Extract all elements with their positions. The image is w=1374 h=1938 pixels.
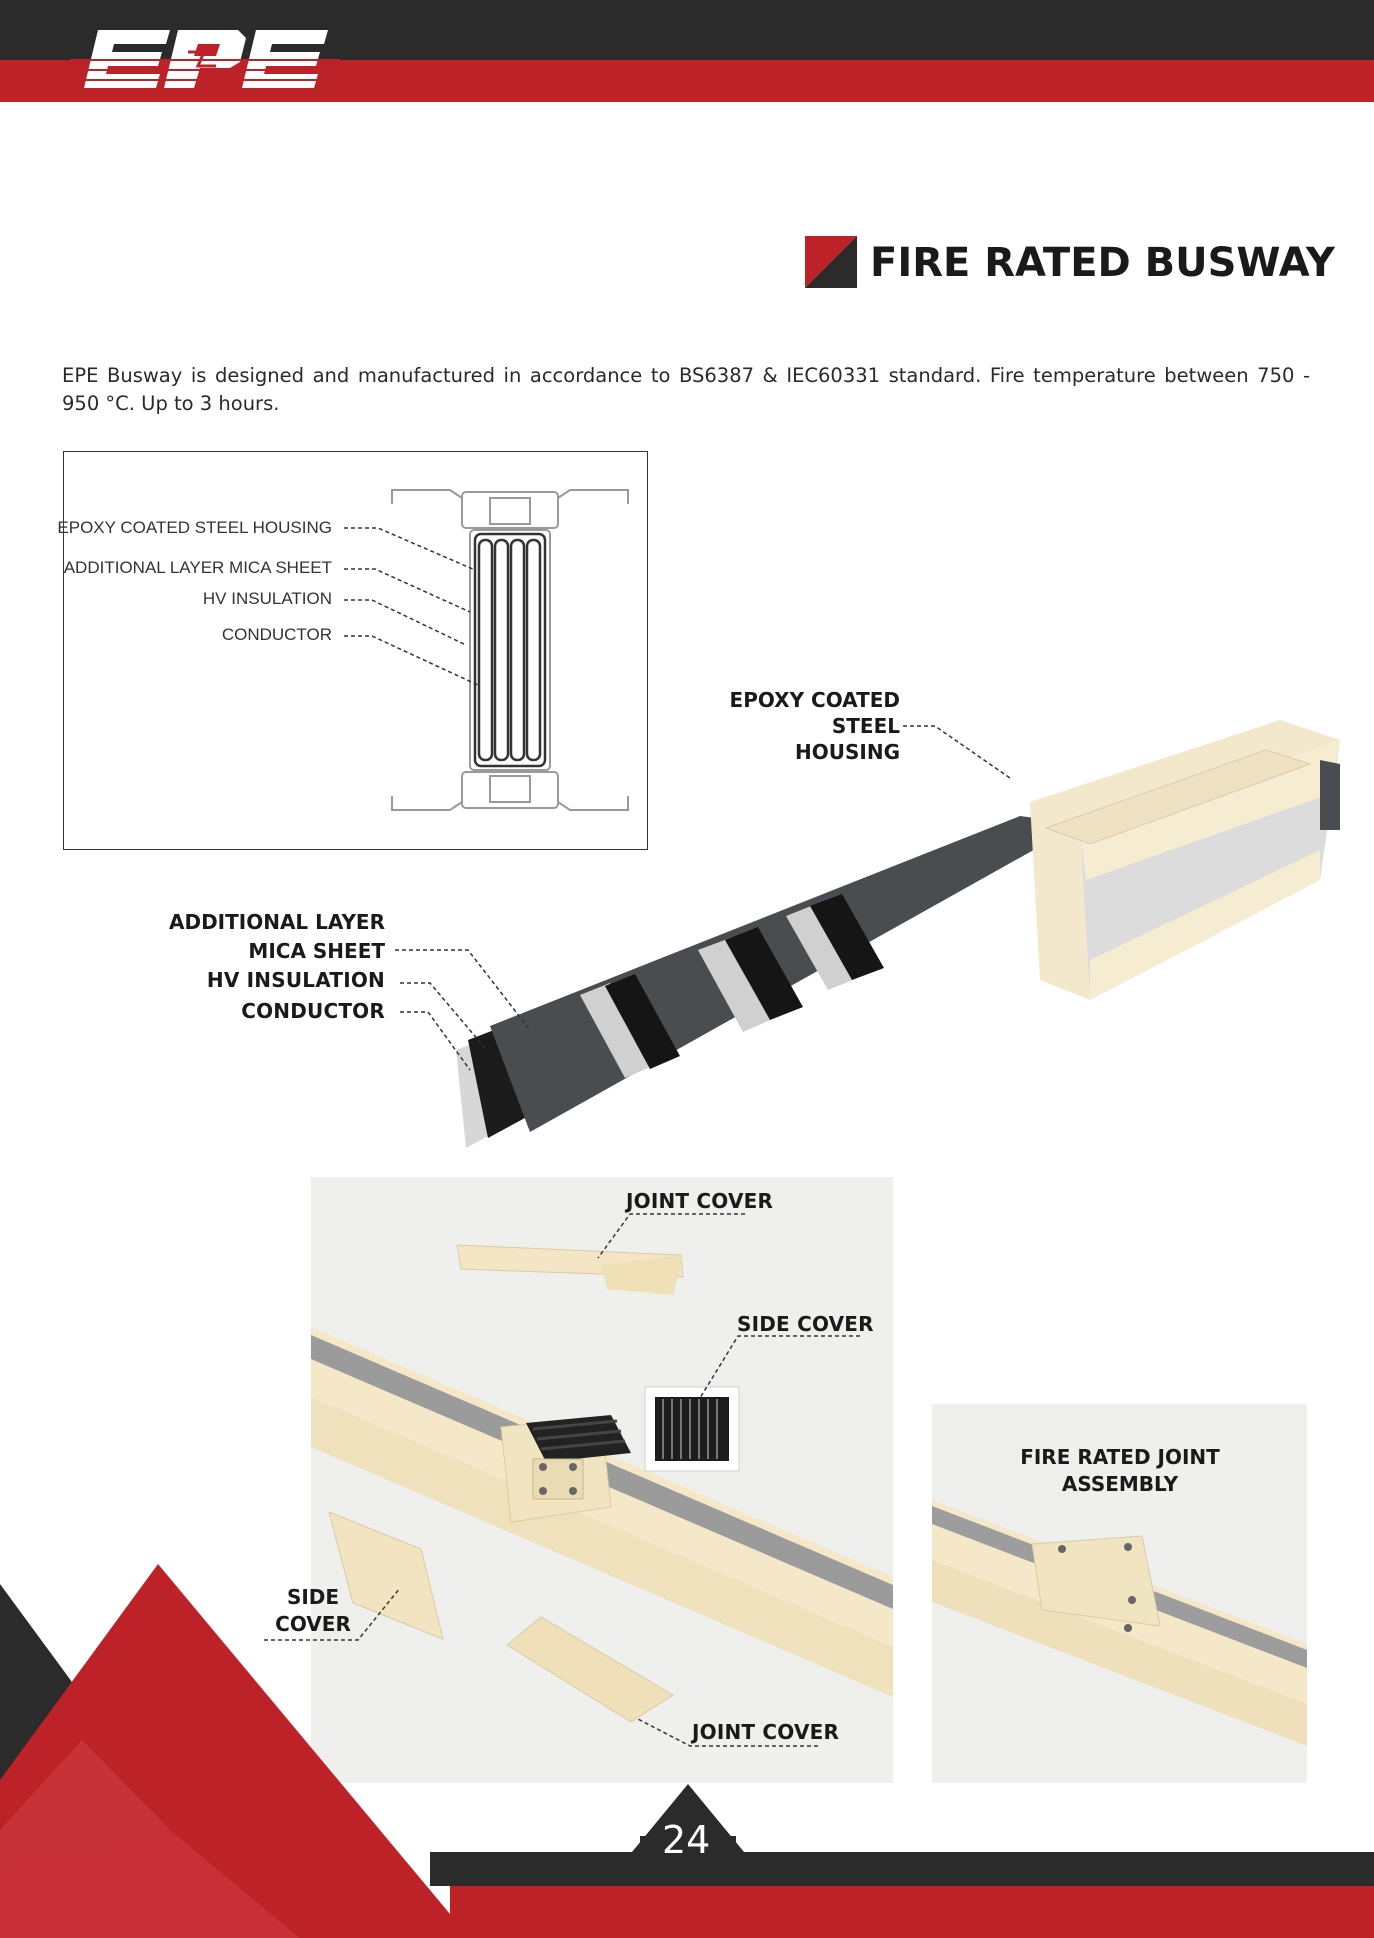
intro-paragraph: EPE Busway is designed and manufactured in accordance to BS6387 & IEC60331 standard. Fire temperature between 750 - 950 °C. Up to 3 hours. [62, 364, 1310, 415]
label-iso-conductor: CONDUCTOR [241, 999, 385, 1023]
page-title: FIRE RATED BUSWAY [870, 240, 1335, 286]
label-iso-hv: HV INSULATION [206, 968, 385, 992]
label-assembly-line2: ASSEMBLY [1061, 1472, 1179, 1496]
label-assembly [1000, 1444, 1240, 1498]
label-side-cover-right: SIDE COVER [737, 1312, 874, 1336]
label-conductor: CONDUCTOR [221, 625, 332, 644]
label-joint-cover-top: JOINT COVER [626, 1189, 774, 1213]
label-iso-mica-line1: ADDITIONAL LAYER [169, 910, 385, 934]
label-iso-mica-line2: MICA SHEET [248, 939, 385, 963]
label-mica-sheet: ADDITIONAL LAYER MICA SHEET [63, 558, 332, 577]
label-epoxy-housing: EPOXY COATED STEEL HOUSING [57, 518, 332, 537]
label-joint-cover-bottom: JOINT COVER [692, 1720, 840, 1744]
label-iso-housing-line2: HOUSING [795, 740, 900, 764]
footer-decoration [0, 1560, 1374, 1938]
page-number: 24 [662, 1818, 711, 1862]
label-hv-insulation: HV INSULATION [202, 589, 332, 608]
label-side-cover-left-line1: SIDE [286, 1585, 340, 1609]
label-iso-housing-line1: EPOXY COATED STEEL [729, 688, 900, 738]
label-assembly-line1: FIRE RATED JOINT [1020, 1445, 1220, 1469]
label-side-cover-left-line2: COVER [275, 1612, 351, 1636]
logo-text: EPE [205, 106, 207, 107]
